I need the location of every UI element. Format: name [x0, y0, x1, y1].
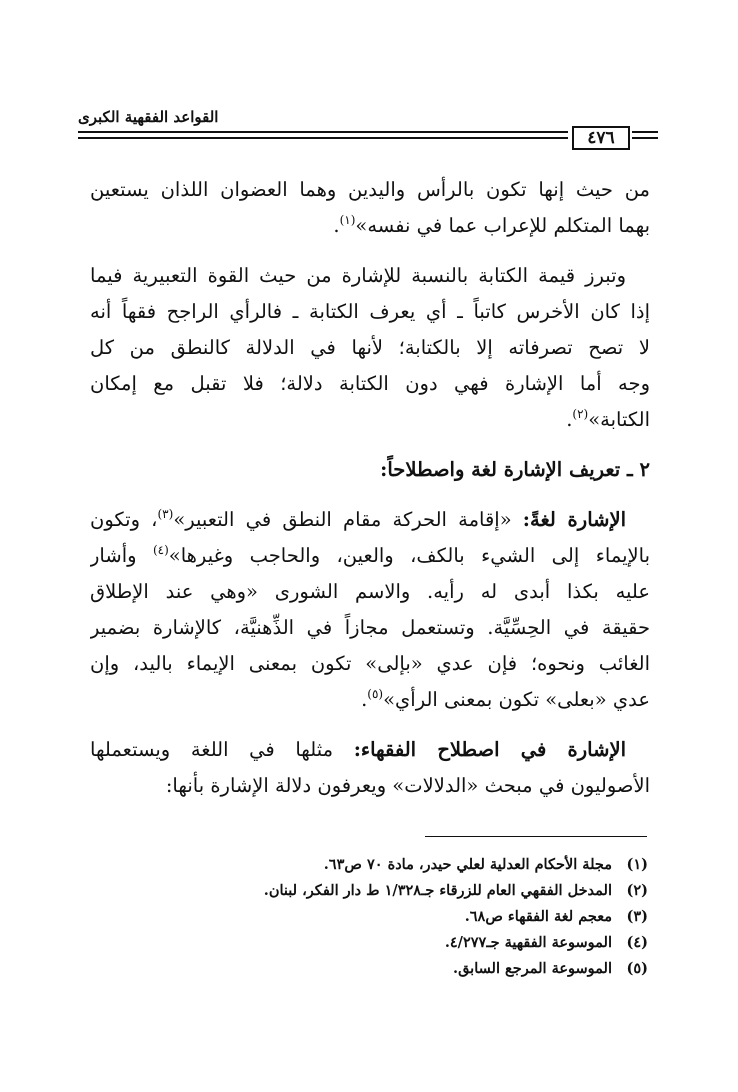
header-rule-right: [632, 131, 658, 139]
term-label: الإشارة في اصطلاح الفقهاء:: [353, 738, 626, 761]
footnote-ref[interactable]: (٥): [367, 687, 384, 701]
text-segment: .: [333, 214, 340, 237]
text-line: الغائب ونحوه؛ فإن عدي «بإلى» تكون بمعنى الإيماء باليد، وإن: [90, 652, 650, 675]
footnote: [128, 852, 648, 878]
footnote-separator: [425, 836, 647, 837]
footnote: [128, 930, 648, 956]
term-label: الإشارة لغةً:: [522, 508, 627, 531]
footnote: [128, 904, 648, 930]
footnote-ref[interactable]: (١): [339, 213, 356, 227]
text-segment: بهما المتكلم للإعراب عما في نفسه»: [355, 214, 650, 237]
footnote-number: (١): [626, 856, 648, 873]
text-line: وجه أما الإشارة فهي دون الكتابة دلالة؛ فلا تقبل مع إمكان: [90, 372, 650, 395]
footnote: [128, 878, 648, 904]
text-line: وتبرز قيمة الكتابة بالنسبة للإشارة من حيث القوة التعبيرية فيما: [90, 264, 626, 287]
footnote-number: (٤): [626, 934, 648, 951]
text-line: [90, 682, 650, 718]
text-segment: «إقامة الحركة مقام النطق في التعبير»: [173, 508, 523, 531]
footnote-text: المدخل الفقهي العام للزرقاء جـ١/٣٢٨ ط دار الفكر، لبنان.: [263, 882, 612, 899]
footnote-ref[interactable]: (٤): [152, 543, 169, 557]
page-number: ٤٧٦: [572, 126, 630, 150]
text-line: عليه بكذا أبدى له رأيه. والاسم الشورى «وهي عند الإطلاق: [90, 580, 650, 603]
text-line: [90, 732, 650, 768]
running-header: [78, 108, 658, 152]
section-heading: ٢ ـ تعريف الإشارة لغة واصطلاحاً:: [380, 458, 650, 481]
text-segment: الكتابة»: [588, 408, 650, 431]
text-segment: .: [361, 688, 368, 711]
text-segment: بالإيماء إلى الشيء بالكف، والعين، والحاجب وغيرها»: [168, 544, 650, 567]
text-segment: .: [566, 408, 573, 431]
text-line: من حيث إنها تكون بالرأس واليدين وهما العضوان اللذان يستعين: [90, 178, 650, 201]
text-line: [90, 208, 650, 244]
book-title: القواعد الفقهية الكبرى: [78, 108, 219, 126]
text-line: [90, 538, 650, 574]
footnote-number: (٥): [626, 960, 648, 977]
text-segment: وأشار: [90, 544, 153, 567]
text-line: إذا كان الأخرس كاتباً ـ أي يعرف الكتابة ـ فالرأي الراجح فقهاً أنه: [90, 300, 650, 323]
text-segment: مثلها في اللغة ويستعملها: [90, 738, 354, 761]
footnote-text: معجم لغة الفقهاء ص٦٨.: [464, 908, 612, 925]
text-line: حقيقة في الحِسِّيَّة. وتستعمل مجازاً في الذِّهنيَّة، كالإشارة بضمير: [90, 616, 650, 639]
footnote-text: مجلة الأحكام العدلية لعلي حيدر، مادة ٧٠ ص٦٣.: [323, 856, 612, 873]
header-rule-left: [78, 131, 568, 139]
body-text: [90, 172, 650, 804]
text-segment: ، وتكون: [90, 508, 158, 531]
footnote-ref[interactable]: (٣): [157, 507, 174, 521]
text-line: لا تصح تصرفاته إلا بالكتابة؛ لأنها في الدلالة كالنطق من كل: [90, 336, 650, 359]
footnote-number: (٣): [626, 908, 648, 925]
footnote-text: الموسوعة المرجع السابق.: [453, 960, 612, 977]
footnote-ref[interactable]: (٢): [572, 407, 589, 421]
footnote: [128, 956, 648, 982]
footnote-number: (٢): [626, 882, 648, 899]
footnotes: [128, 852, 648, 982]
text-segment: عدي «بعلى» تكون بمعنى الرأي»: [383, 688, 650, 711]
text-line: [90, 402, 650, 438]
footnote-text: الموسوعة الفقهية جـ٤/٢٧٧.: [444, 934, 612, 951]
text-line: [90, 502, 650, 538]
text-line: الأصوليون في مبحث «الدلالات» ويعرفون دلالة الإشارة بأنها:: [165, 774, 650, 797]
